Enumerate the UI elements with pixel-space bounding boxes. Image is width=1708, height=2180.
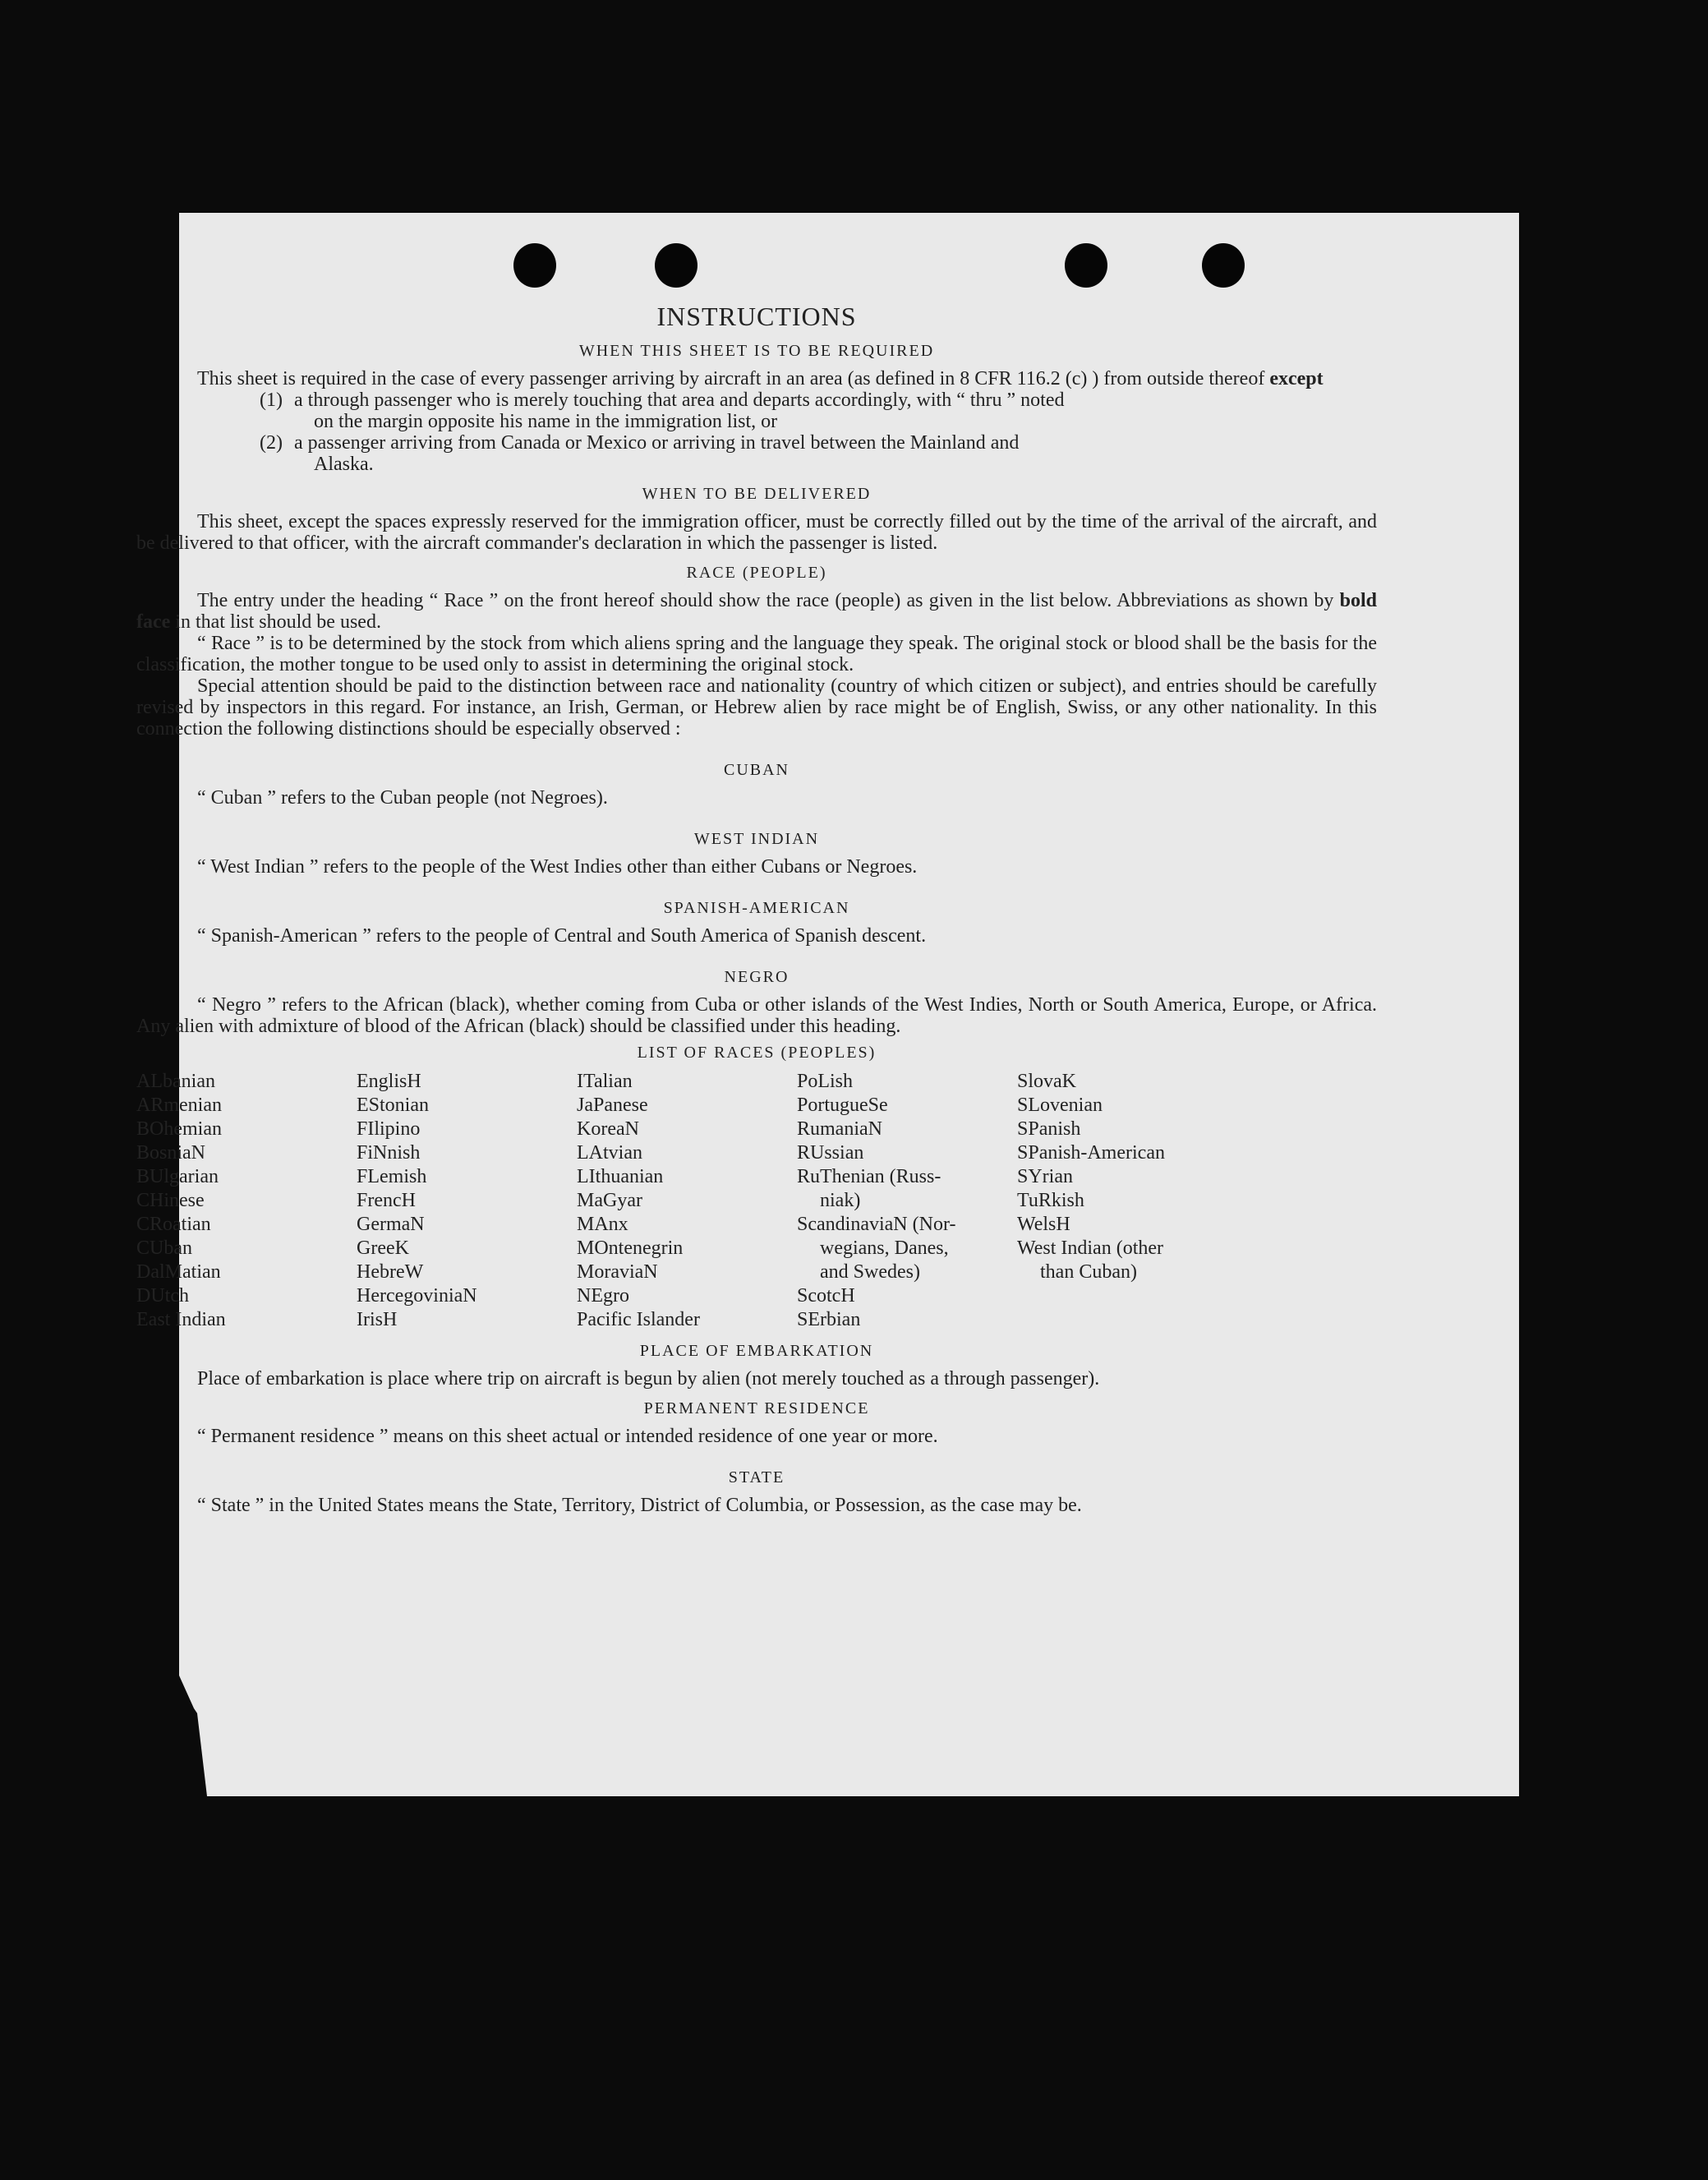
list-item: EStonian — [357, 1095, 429, 1116]
list-item: DUtch — [136, 1285, 189, 1307]
list-item: FrencH — [357, 1190, 416, 1211]
races-list — [136, 1070, 1377, 1332]
page-title: INSTRUCTIONS — [656, 302, 857, 331]
list-item: EnglisH — [357, 1071, 421, 1092]
punch-hole — [513, 243, 556, 288]
list-item: SLovenian — [1017, 1095, 1103, 1116]
spanish-american-text: “ Spanish-American ” refers to the people of Central and South America of Spanish descent. — [197, 925, 927, 947]
list-item: CHinese — [136, 1190, 205, 1211]
section-heading-west-indian: WEST INDIAN — [693, 830, 820, 848]
list-item: MaGyar — [577, 1190, 642, 1211]
list-item: RUssian — [797, 1142, 864, 1164]
section-heading-state: STATE — [728, 1468, 785, 1486]
list-item: ALbanian — [136, 1071, 215, 1092]
punch-hole — [655, 243, 697, 288]
list-item: NEgro — [577, 1285, 629, 1307]
list-item: than Cuban) — [1040, 1261, 1137, 1283]
list-item: JaPanese — [577, 1095, 648, 1116]
list-item: ARmenian — [136, 1095, 222, 1116]
races-column — [1017, 1070, 1237, 1332]
embarkation-text: Place of embarkation is place where trip on aircraft is begun by alien (not merely touched as a through passenger). — [197, 1368, 1100, 1390]
list-item: PoLish — [797, 1071, 854, 1092]
list-item: FLemish — [357, 1166, 427, 1187]
list-item: GermaN — [357, 1214, 425, 1235]
races-column — [136, 1070, 357, 1332]
list-item: ScandinaviaN (Nor- — [797, 1214, 956, 1235]
list-item: FiNnish — [357, 1142, 421, 1164]
list-item: MoraviaN — [577, 1261, 658, 1283]
list-item: SPanish — [1017, 1118, 1081, 1140]
list-item: CUban — [136, 1237, 192, 1259]
list-item: wegians, Danes, — [820, 1237, 949, 1259]
section-heading-negro: NEGRO — [724, 968, 790, 986]
negro-text: “ Negro ” refers to the African (black), whether coming from Cuba or other islands of the West Indies, North or South America, Europe, or Africa. Any alien with admixture of blood of the African (black) should be classified under this heading. — [136, 994, 1377, 1037]
list-item: MAnx — [577, 1214, 628, 1235]
list-item: FIlipino — [357, 1118, 421, 1140]
state-text: “ State ” in the United States means the State, Territory, District of Columbia, or Possession, as the case may be. — [197, 1495, 1082, 1516]
list-item: SYrian — [1017, 1166, 1073, 1187]
section-heading-cuban: CUBAN — [723, 761, 790, 779]
section-heading-race: RACE (PEOPLE) — [686, 564, 827, 582]
list-item: East Indian — [136, 1309, 226, 1330]
list-item: BosniaN — [136, 1142, 205, 1164]
list-item: RumaniaN — [797, 1118, 882, 1140]
list-item: IrisH — [357, 1309, 398, 1330]
residence-text: “ Permanent residence ” means on this sheet actual or intended residence of one year or more. — [197, 1426, 938, 1447]
race-paragraph: Special attention should be paid to the distinction between race and nationality (country of which citizen or subject), and entries should be carefully revised by inspectors in this regard. For instance, an Irish, German, or Hebrew alien by race might be of English, Swiss, or any other nationality. In this connection the following distinctions should be especially observed : — [136, 675, 1377, 740]
list-item: MOntenegrin — [577, 1237, 684, 1259]
list-item: HebreW — [357, 1261, 424, 1283]
list-item: and Swedes) — [820, 1261, 920, 1283]
section-heading-when-required: WHEN THIS SHEET IS TO BE REQUIRED — [578, 342, 935, 360]
section-heading-races-list: LIST OF RACES (PEOPLES) — [637, 1044, 877, 1062]
when-delivered-text: This sheet, except the spaces expressly reserved for the immigration officer, must be correctly filled out by the time of the arrival of the aircraft, and be delivered to that officer, with the aircraft commander's declaration in which the passenger is listed. — [136, 511, 1377, 554]
document-body — [136, 301, 1377, 1516]
list-item: SPanish-American — [1017, 1142, 1165, 1164]
race-paragraph: “ Race ” is to be determined by the stock from which aliens spring and the language they speak. The original stock or blood shall be the basis for the classification, the mother tongue to be used only to assist in determining the original stock. — [136, 633, 1377, 675]
list-item: RuThenian (Russ- — [797, 1166, 941, 1187]
list-item: ITalian — [577, 1071, 633, 1092]
exception-item: (2) a passenger arriving from Canada or Mexico or arriving in travel between the Mainland and Alaska. — [260, 432, 1020, 475]
list-item: CRoatian — [136, 1214, 211, 1235]
races-column — [577, 1070, 797, 1332]
punch-hole — [1202, 243, 1245, 288]
list-item: PortugueSe — [797, 1095, 888, 1116]
section-heading-embarkation: PLACE OF EMBARKATION — [639, 1342, 874, 1360]
section-heading-residence: PERMANENT RESIDENCE — [643, 1399, 870, 1417]
list-item: TuRkish — [1017, 1190, 1084, 1211]
races-column — [357, 1070, 577, 1332]
list-item: SErbian — [797, 1309, 861, 1330]
cuban-text: “ Cuban ” refers to the Cuban people (not Negroes). — [197, 787, 608, 809]
list-item: West Indian (other — [1017, 1237, 1164, 1259]
when-required-text: This sheet is required in the case of every passenger arriving by aircraft in an area (as defined in 8 CFR 116.2 (c) ) from outside thereof except — [197, 368, 1324, 389]
list-item: HercegoviniaN — [357, 1285, 477, 1307]
list-item: GreeK — [357, 1237, 409, 1259]
section-heading-spanish-american: SPANISH-AMERICAN — [663, 899, 850, 917]
exception-item: (1) a through passenger who is merely touching that area and departs accordingly, with “ thru ” noted on the margin opposite his name in the immigration list, or — [260, 389, 1065, 432]
list-item: DalMatian — [136, 1261, 221, 1283]
list-item: Pacific Islander — [577, 1309, 700, 1330]
races-column — [797, 1070, 1017, 1332]
list-item: niak) — [820, 1190, 861, 1211]
list-item: BOhemian — [136, 1118, 222, 1140]
list-item: ScotcH — [797, 1285, 855, 1307]
list-item: WelsH — [1017, 1214, 1070, 1235]
list-item: LAtvian — [577, 1142, 642, 1164]
race-paragraph: The entry under the heading “ Race ” on the front hereof should show the race (people) as given in the list below. Abbreviations as shown by bold face in that list should be used. — [136, 590, 1378, 633]
list-item: LIthuanian — [577, 1166, 664, 1187]
west-indian-text: “ West Indian ” refers to the people of the West Indies other than either Cubans or Negroes. — [197, 856, 918, 878]
section-heading-when-delivered: WHEN TO BE DELIVERED — [642, 485, 872, 503]
list-item: BUlgarian — [136, 1166, 219, 1187]
list-item: SlovaK — [1017, 1071, 1076, 1092]
punch-hole — [1065, 243, 1107, 288]
list-item: KoreaN — [577, 1118, 639, 1140]
